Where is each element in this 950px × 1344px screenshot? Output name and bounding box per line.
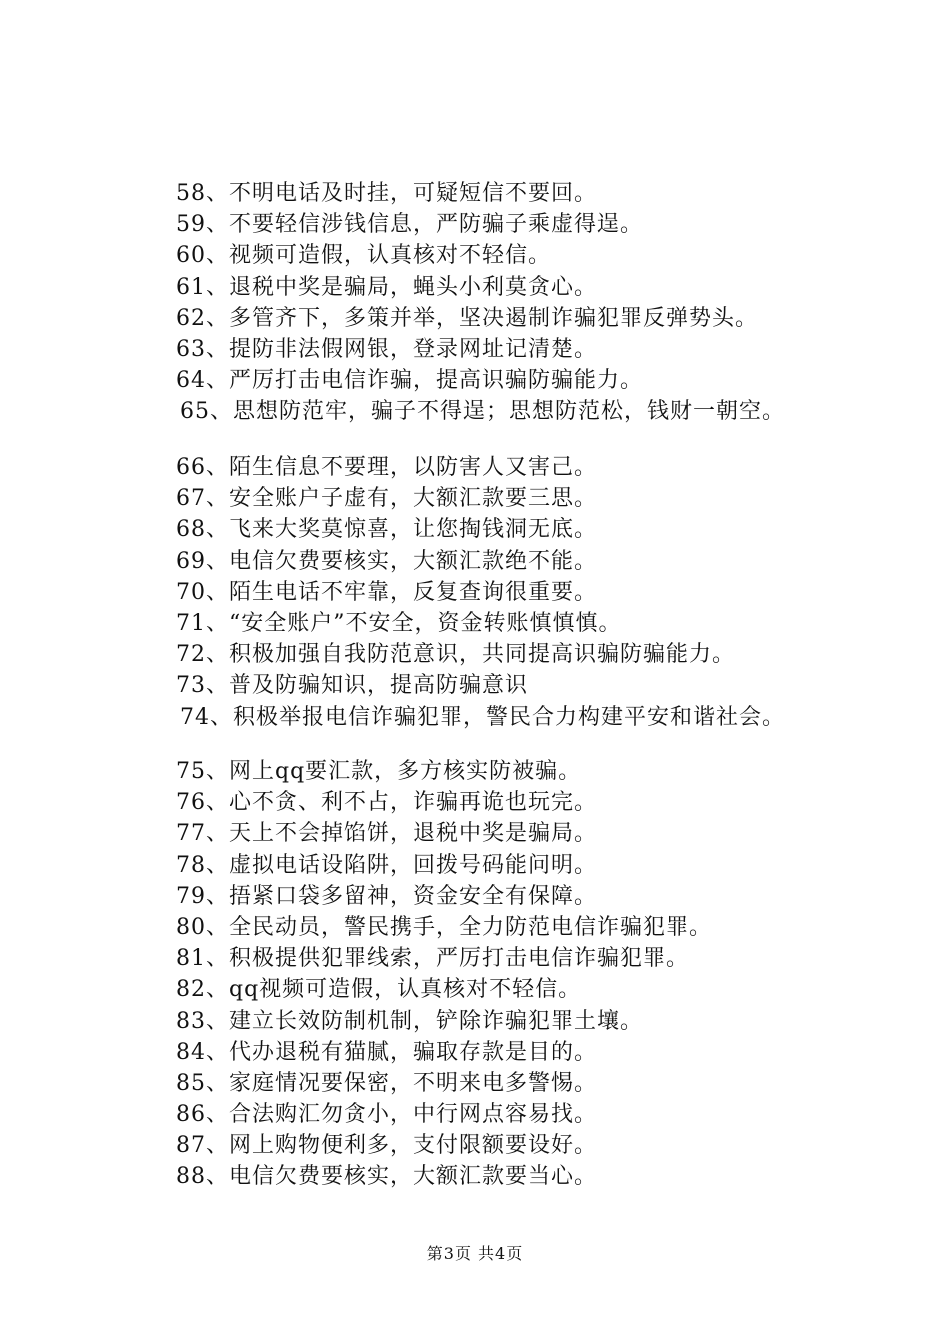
slogan-line: 64、严厉打击电信诈骗，提高识骗防骗能力。 [176,368,643,394]
slogan-line: 70、陌生电话不牢靠，反复查询很重要。 [176,579,597,605]
slogan-line: 74、积极举报电信诈骗犯罪，警民合力构建平安和谐社会。 [180,704,785,730]
page-footer: 第3页 共4页 [426,1244,524,1263]
slogan-line: 62、多管齐下，多策并举，坚决遏制诈骗犯罪反弹势头。 [176,305,758,331]
slogan-line: 77、天上不会掉馅饼，退税中奖是骗局。 [176,821,597,847]
slogan-line: 71、“安全账户”不安全，资金转账慎慎慎。 [176,610,622,636]
slogan-line: 63、提防非法假网银，登录网址记清楚。 [176,336,597,362]
slogan-line: 84、代办退税有猫腻，骗取存款是目的。 [176,1039,597,1065]
slogan-line: 85、家庭情况要保密，不明来电多警惕。 [176,1070,597,1096]
slogan-line: 86、合法购汇勿贪小，中行网点容易找。 [176,1102,597,1128]
slogan-line: 87、网上购物便利多，支付限额要设好。 [176,1133,597,1159]
slogan-group-3 [176,756,712,1193]
slogan-line: 79、捂紧口袋多留神，资金安全有保障。 [176,883,597,909]
slogan-line: 73、普及防骗知识，提高防骗意识 [176,673,528,699]
slogan-line: 76、心不贪、利不占，诈骗再诡也玩完。 [176,790,597,816]
slogan-line: 75、网上qq要汇款，多方核实防被骗。 [176,759,582,784]
slogan-line: 61、退税中奖是骗局，蝇头小利莫贪心。 [176,274,597,300]
slogan-line: 81、积极提供犯罪线索，严厉打击电信诈骗犯罪。 [176,946,689,972]
slogan-line: 60、视频可造假，认真核对不轻信。 [176,243,551,269]
slogan-line: 59、不要轻信涉钱信息，严防骗子乘虚得逞。 [176,212,643,238]
slogan-line: 72、积极加强自我防范意识，共同提高识骗防骗能力。 [176,642,735,668]
slogan-line: 68、飞来大奖莫惊喜，让您掏钱洞无底。 [176,517,597,543]
slogan-line: 88、电信欠费要核实，大额汇款要当心。 [176,1164,597,1190]
slogan-line: 80、全民动员，警民携手，全力防范电信诈骗犯罪。 [176,914,712,940]
slogan-line: 82、qq视频可造假，认真核对不轻信。 [176,977,582,1003]
slogan-line: 83、建立长效防制机制，铲除诈骗犯罪土壤。 [176,1008,643,1034]
slogan-group-1 [176,178,785,428]
slogan-line: 69、电信欠费要核实，大额汇款绝不能。 [176,548,597,574]
slogan-line: 58、不明电话及时挂，可疑短信不要回。 [176,181,597,206]
slogan-group-2 [176,452,785,733]
slogan-line: 66、陌生信息不要理，以防害人又害己。 [176,455,597,480]
slogan-line: 78、虚拟电话设陷阱，回拨号码能问明。 [176,852,597,878]
slogan-line: 67、安全账户子虚有，大额汇款要三思。 [176,486,597,512]
slogan-line: 65、思想防范牢，骗子不得逞；思想防范松，钱财一朝空。 [180,399,785,425]
